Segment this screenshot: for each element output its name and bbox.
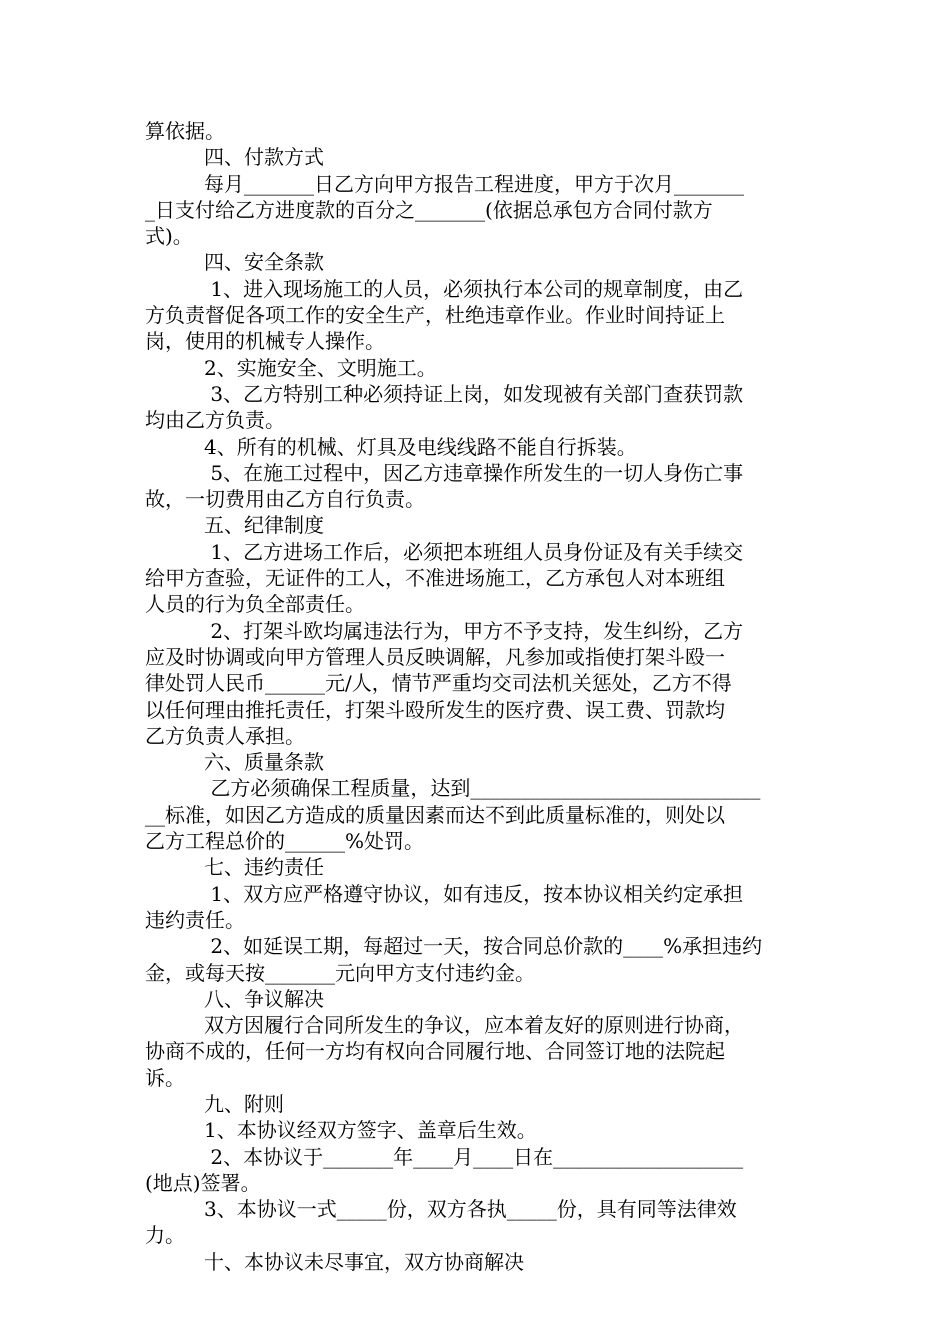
text-line: 2、实施安全、文明施工。 (204, 355, 437, 380)
text-line: 乙方必须确保工程质量，达到_____________________________ (204, 776, 761, 801)
text-line: 方负责督促各项工作的安全生产，杜绝违章作业。作业时间持证上 (145, 303, 725, 328)
text-line: 均由乙方负责。 (145, 408, 285, 433)
text-line: 律处罚人民币______元/人，情节严重均交司法机关惩处，乙方不得 (145, 671, 732, 696)
text-line: __标准，如因乙方造成的质量因素而达不到此质量标准的，则处以 (145, 802, 725, 827)
text-line: 1、乙方进场工作后，必须把本班组人员身份证及有关手续交 (204, 539, 744, 564)
text-line: 七、违约责任 (204, 855, 324, 880)
text-line: 以任何理由推托责任，打架斗殴所发生的医疗费、误工费、罚款均 (145, 697, 725, 722)
text-line: 给甲方查验，无证件的工人，不准进场施工，乙方承包人对本班组 (145, 566, 725, 591)
text-line: 违约责任。 (145, 907, 245, 932)
text-line: 1、进入现场施工的人员，必须执行本公司的规章制度，由乙 (204, 276, 744, 301)
text-line: 六、质量条款 (204, 750, 324, 775)
text-line: 四、付款方式 (204, 145, 324, 170)
text-line: (地点)签署。 (145, 1170, 261, 1195)
text-line: 3、乙方特别工种必须持证上岗，如发现被有关部门查获罚款 (204, 381, 744, 406)
text-line: 2、本协议于_______年____月____日在___________________ (204, 1144, 744, 1169)
text-line: 力。 (145, 1223, 185, 1248)
text-line: 2、打架斗欧均属违法行为，甲方不予支持，发生纠纷，乙方 (204, 618, 744, 643)
text-line: 协商不成的，任何一方均有权向合同履行地、合同签订地的法院起 (145, 1039, 725, 1064)
text-line: 十、本协议未尽事宜，双方协商解决 (204, 1249, 524, 1274)
text-line: 3、本协议一式_____份，双方各执_____份，具有同等法律效 (204, 1197, 737, 1222)
text-line: 故，一切费用由乙方自行负责。 (145, 487, 425, 512)
text-line: _日支付给乙方进度款的百分之_______(依据总承包方合同付款方 (145, 197, 713, 222)
text-line: 双方因履行合同所发生的争议，应本着友好的原则进行协商， (204, 1013, 744, 1038)
text-line: 应及时协调或向甲方管理人员反映调解，凡参加或指使打架斗殴一 (145, 644, 725, 669)
text-line: 四、安全条款 (204, 250, 324, 275)
document-page (145, 118, 809, 1275)
text-line: 乙方负责人承担。 (145, 723, 305, 748)
text-line: 金，或每天按_______元向甲方支付违约金。 (145, 960, 535, 985)
text-line: 1、双方应严格遵守协议，如有违反，按本协议相关约定承担 (204, 881, 744, 906)
text-line: 人员的行为负全部责任。 (145, 592, 365, 617)
text-line: 诉。 (145, 1065, 185, 1090)
text-line: 岗，使用的机械专人操作。 (145, 329, 385, 354)
text-line: 九、附则 (204, 1091, 284, 1116)
text-line: 1、本协议经双方签字、盖章后生效。 (204, 1118, 537, 1143)
text-line: 算依据。 (145, 119, 225, 143)
text-line: 式)。 (145, 224, 193, 249)
text-line: 八、争议解决 (204, 986, 324, 1011)
text-line: 乙方工程总价的______%处罚。 (145, 829, 425, 854)
text-line: 2、如延误工期，每超过一天，按合同总价款的____%承担违约 (204, 934, 763, 959)
text-line: 4、所有的机械、灯具及电线线路不能自行拆装。 (204, 434, 637, 459)
text-line: 每月_______日乙方向甲方报告工程进度，甲方于次月_______ (204, 171, 744, 196)
text-line: 5、在施工过程中，因乙方违章操作所发生的一切人身伤亡事 (204, 460, 744, 485)
text-line: 五、纪律制度 (204, 513, 324, 538)
